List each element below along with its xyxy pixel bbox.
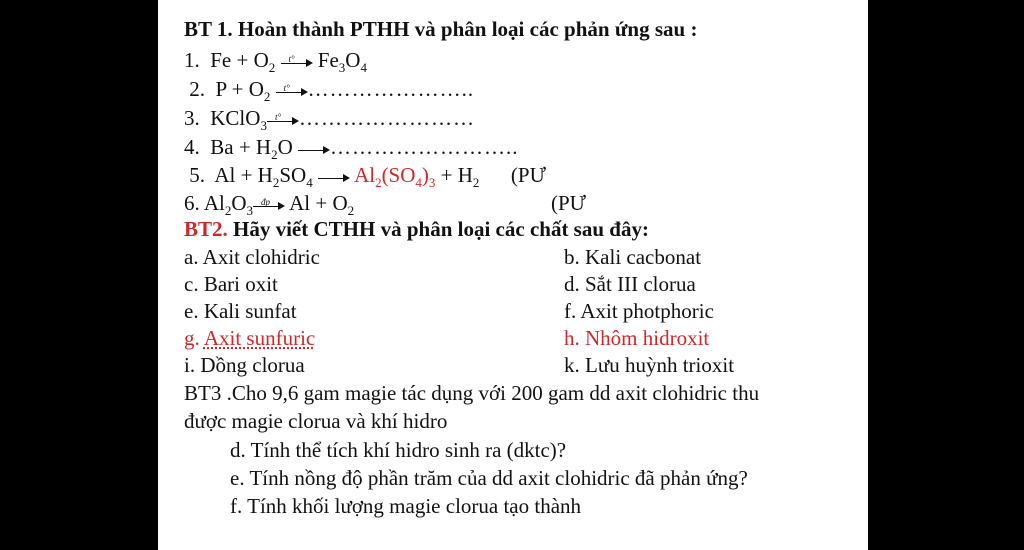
reaction-arrow	[298, 142, 330, 156]
reaction-arrow: t°	[281, 55, 313, 69]
bt3-question-f: f. Tính khối lượng magie clorua tạo thành	[230, 494, 582, 518]
product-highlight: $Al_2(SO_4)_3$	[354, 163, 436, 191]
reaction-arrow: đp	[253, 198, 285, 212]
list-item: c. Bari oxit	[184, 272, 278, 296]
equation-1: 1. $Fe + O_2$ t° $Fe_3O_4$	[184, 48, 367, 76]
equation-2: 2. $P + O_2$ t° …………………..	[189, 77, 475, 105]
equation-6-note: (PƯ	[551, 191, 586, 215]
bt1-title: BT 1. Hoàn thành PTHH và phân loại các phản ứng sau :	[184, 17, 698, 41]
equation-6: 6. $Al_2O_3$ đp $Al + O_2$	[184, 191, 355, 219]
list-item: k. Lưu huỳnh trioxit	[564, 353, 735, 377]
reaction-arrow: t°	[276, 84, 308, 98]
bt3-question-e: e. Tính nồng độ phần trăm của dd axit clohidric đã phản ứng?	[230, 466, 748, 490]
reaction-arrow	[318, 170, 350, 184]
list-item: g. Axit sunfuric	[184, 326, 316, 350]
list-item: b. Kali cacbonat	[564, 245, 702, 269]
equation-3: 3. KClO$_3$ t° ……………………	[184, 106, 475, 134]
list-item: e. Kali sunfat	[184, 299, 297, 323]
bt3-line-2: được magie clorua và khí hidro	[184, 409, 448, 433]
list-item: i. Dồng clorua	[184, 353, 305, 377]
reaction-arrow: t°	[267, 113, 299, 127]
equation-5: 5. $Al + H_2SO_4$ $Al_2(SO_4)_3 + H_2$ (PƯ	[189, 163, 546, 191]
list-item: d. Sắt III clorua	[564, 272, 696, 296]
equation-4: 4. $Ba + H_2O$ ……………………..	[184, 135, 519, 163]
bt3-question-d: d. Tính thể tích khí hidro sinh ra (dktc)?	[230, 438, 567, 462]
list-item: h. Nhôm hidroxit	[564, 326, 710, 350]
document-page	[158, 0, 868, 550]
bt2-title: BT2. Hãy viết CTHH và phân loại các chất sau đây:	[184, 217, 649, 241]
list-item: a. Axit clohidric	[184, 245, 320, 269]
list-item: f. Axit photphoric	[564, 299, 714, 323]
bt3-line-1: BT3 .Cho 9,6 gam magie tác dụng với 200 gam dd axit clohidric thu	[184, 381, 760, 405]
